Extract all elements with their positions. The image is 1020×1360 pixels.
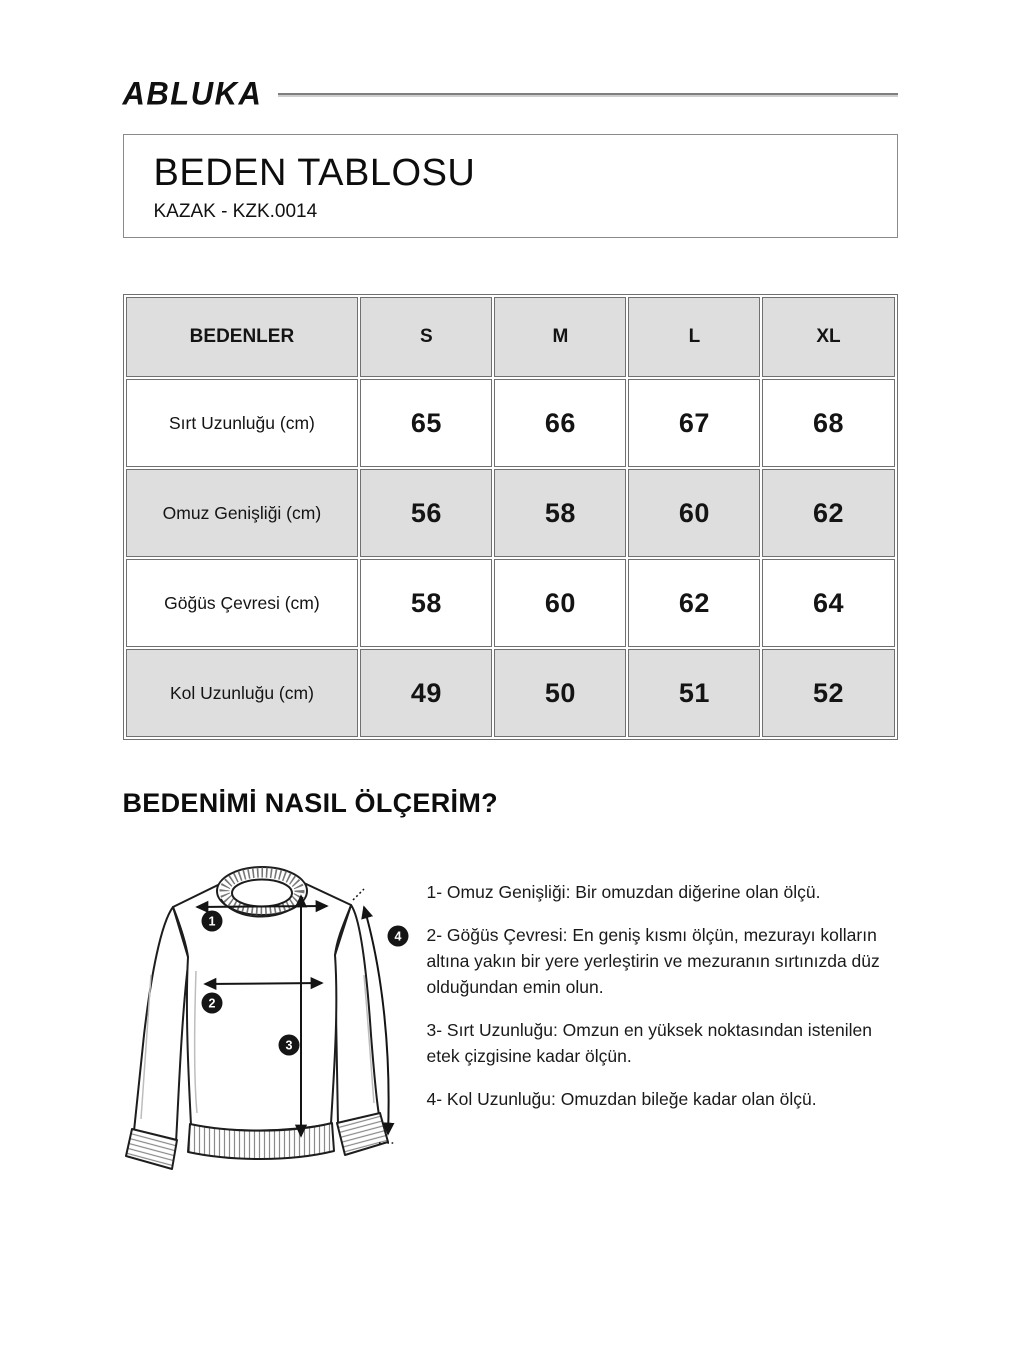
marker-1-badge — [201, 911, 222, 932]
svg-text:4: 4 — [394, 929, 401, 944]
row-label: Sırt Uzunluğu (cm) — [126, 379, 359, 467]
instruction-item-3: 3- Sırt Uzunluğu: Omzun en yüksek noktasından istenilen etek çizgisine kadar ölçün. — [426, 1020, 873, 1066]
size-value: 49 — [360, 649, 492, 737]
chest-width-arrow — [205, 983, 322, 984]
row-label: Kol Uzunluğu (cm) — [126, 649, 359, 737]
size-value: 62 — [628, 559, 760, 647]
size-value: 62 — [762, 469, 894, 557]
size-value: 60 — [628, 469, 760, 557]
size-value: 58 — [494, 469, 626, 557]
size-value: 60 — [494, 559, 626, 647]
column-header-bedenler: BEDENLER — [126, 297, 359, 377]
brand-divider-line — [278, 93, 897, 97]
marker-2-badge — [201, 993, 222, 1014]
size-value: 64 — [762, 559, 894, 647]
row-label: Omuz Genişliği (cm) — [126, 469, 359, 557]
svg-text:3: 3 — [285, 1038, 292, 1053]
size-value: 67 — [628, 379, 760, 467]
size-value: 51 — [628, 649, 760, 737]
shoulder-width-arrow — [197, 906, 327, 907]
instruction-item-2: 2- Göğüs Çevresi: En geniş kısmı ölçün, mezurayı kolların altına yakın bir yere yerleştirin ve mezuranın sırtınızda düz olduğundan emin olun. — [426, 925, 880, 997]
page-title: BEDEN TABLOSU — [153, 152, 476, 194]
svg-text:1: 1 — [208, 914, 215, 929]
table-row-chest — [126, 559, 895, 647]
instruction-item-4: 4- Kol Uzunluğu: Omuzdan bileğe kadar olan ölçü. — [426, 1089, 817, 1109]
measurement-instructions — [427, 853, 898, 1188]
size-table — [123, 294, 898, 740]
column-header-xl: XL — [762, 297, 894, 377]
how-to-section — [123, 853, 898, 1188]
column-header-m: M — [494, 297, 626, 377]
marker-4-badge — [387, 926, 408, 947]
marker-3-badge — [278, 1035, 299, 1056]
column-header-s: S — [360, 297, 492, 377]
size-value: 66 — [494, 379, 626, 467]
brand-header — [123, 76, 898, 112]
column-header-l: L — [628, 297, 760, 377]
how-to-heading: BEDENİMİ NASIL ÖLÇERİM? — [122, 788, 498, 818]
size-value: 50 — [494, 649, 626, 737]
size-value: 68 — [762, 379, 894, 467]
table-row-sleeve-length — [126, 649, 895, 737]
size-table-header-row — [126, 297, 895, 377]
table-row-shoulder-width — [126, 469, 895, 557]
product-code: KAZAK - KZK.0014 — [153, 201, 318, 222]
sweater-diagram-svg — [117, 853, 427, 1183]
size-value: 56 — [360, 469, 492, 557]
instruction-item-1: 1- Omuz Genişliği: Bir omuzdan diğerine olan ölçü. — [426, 882, 821, 902]
size-value: 65 — [360, 379, 492, 467]
table-row-back-length — [126, 379, 895, 467]
title-box — [123, 134, 898, 238]
size-value: 58 — [360, 559, 492, 647]
sweater-measurement-diagram — [117, 853, 427, 1188]
svg-text:2: 2 — [208, 996, 215, 1011]
size-guide-page — [123, 0, 898, 1188]
sweater-outline — [134, 883, 379, 1142]
row-label: Göğüs Çevresi (cm) — [126, 559, 359, 647]
size-value: 52 — [762, 649, 894, 737]
brand-logo: ABLUKA — [122, 75, 263, 112]
